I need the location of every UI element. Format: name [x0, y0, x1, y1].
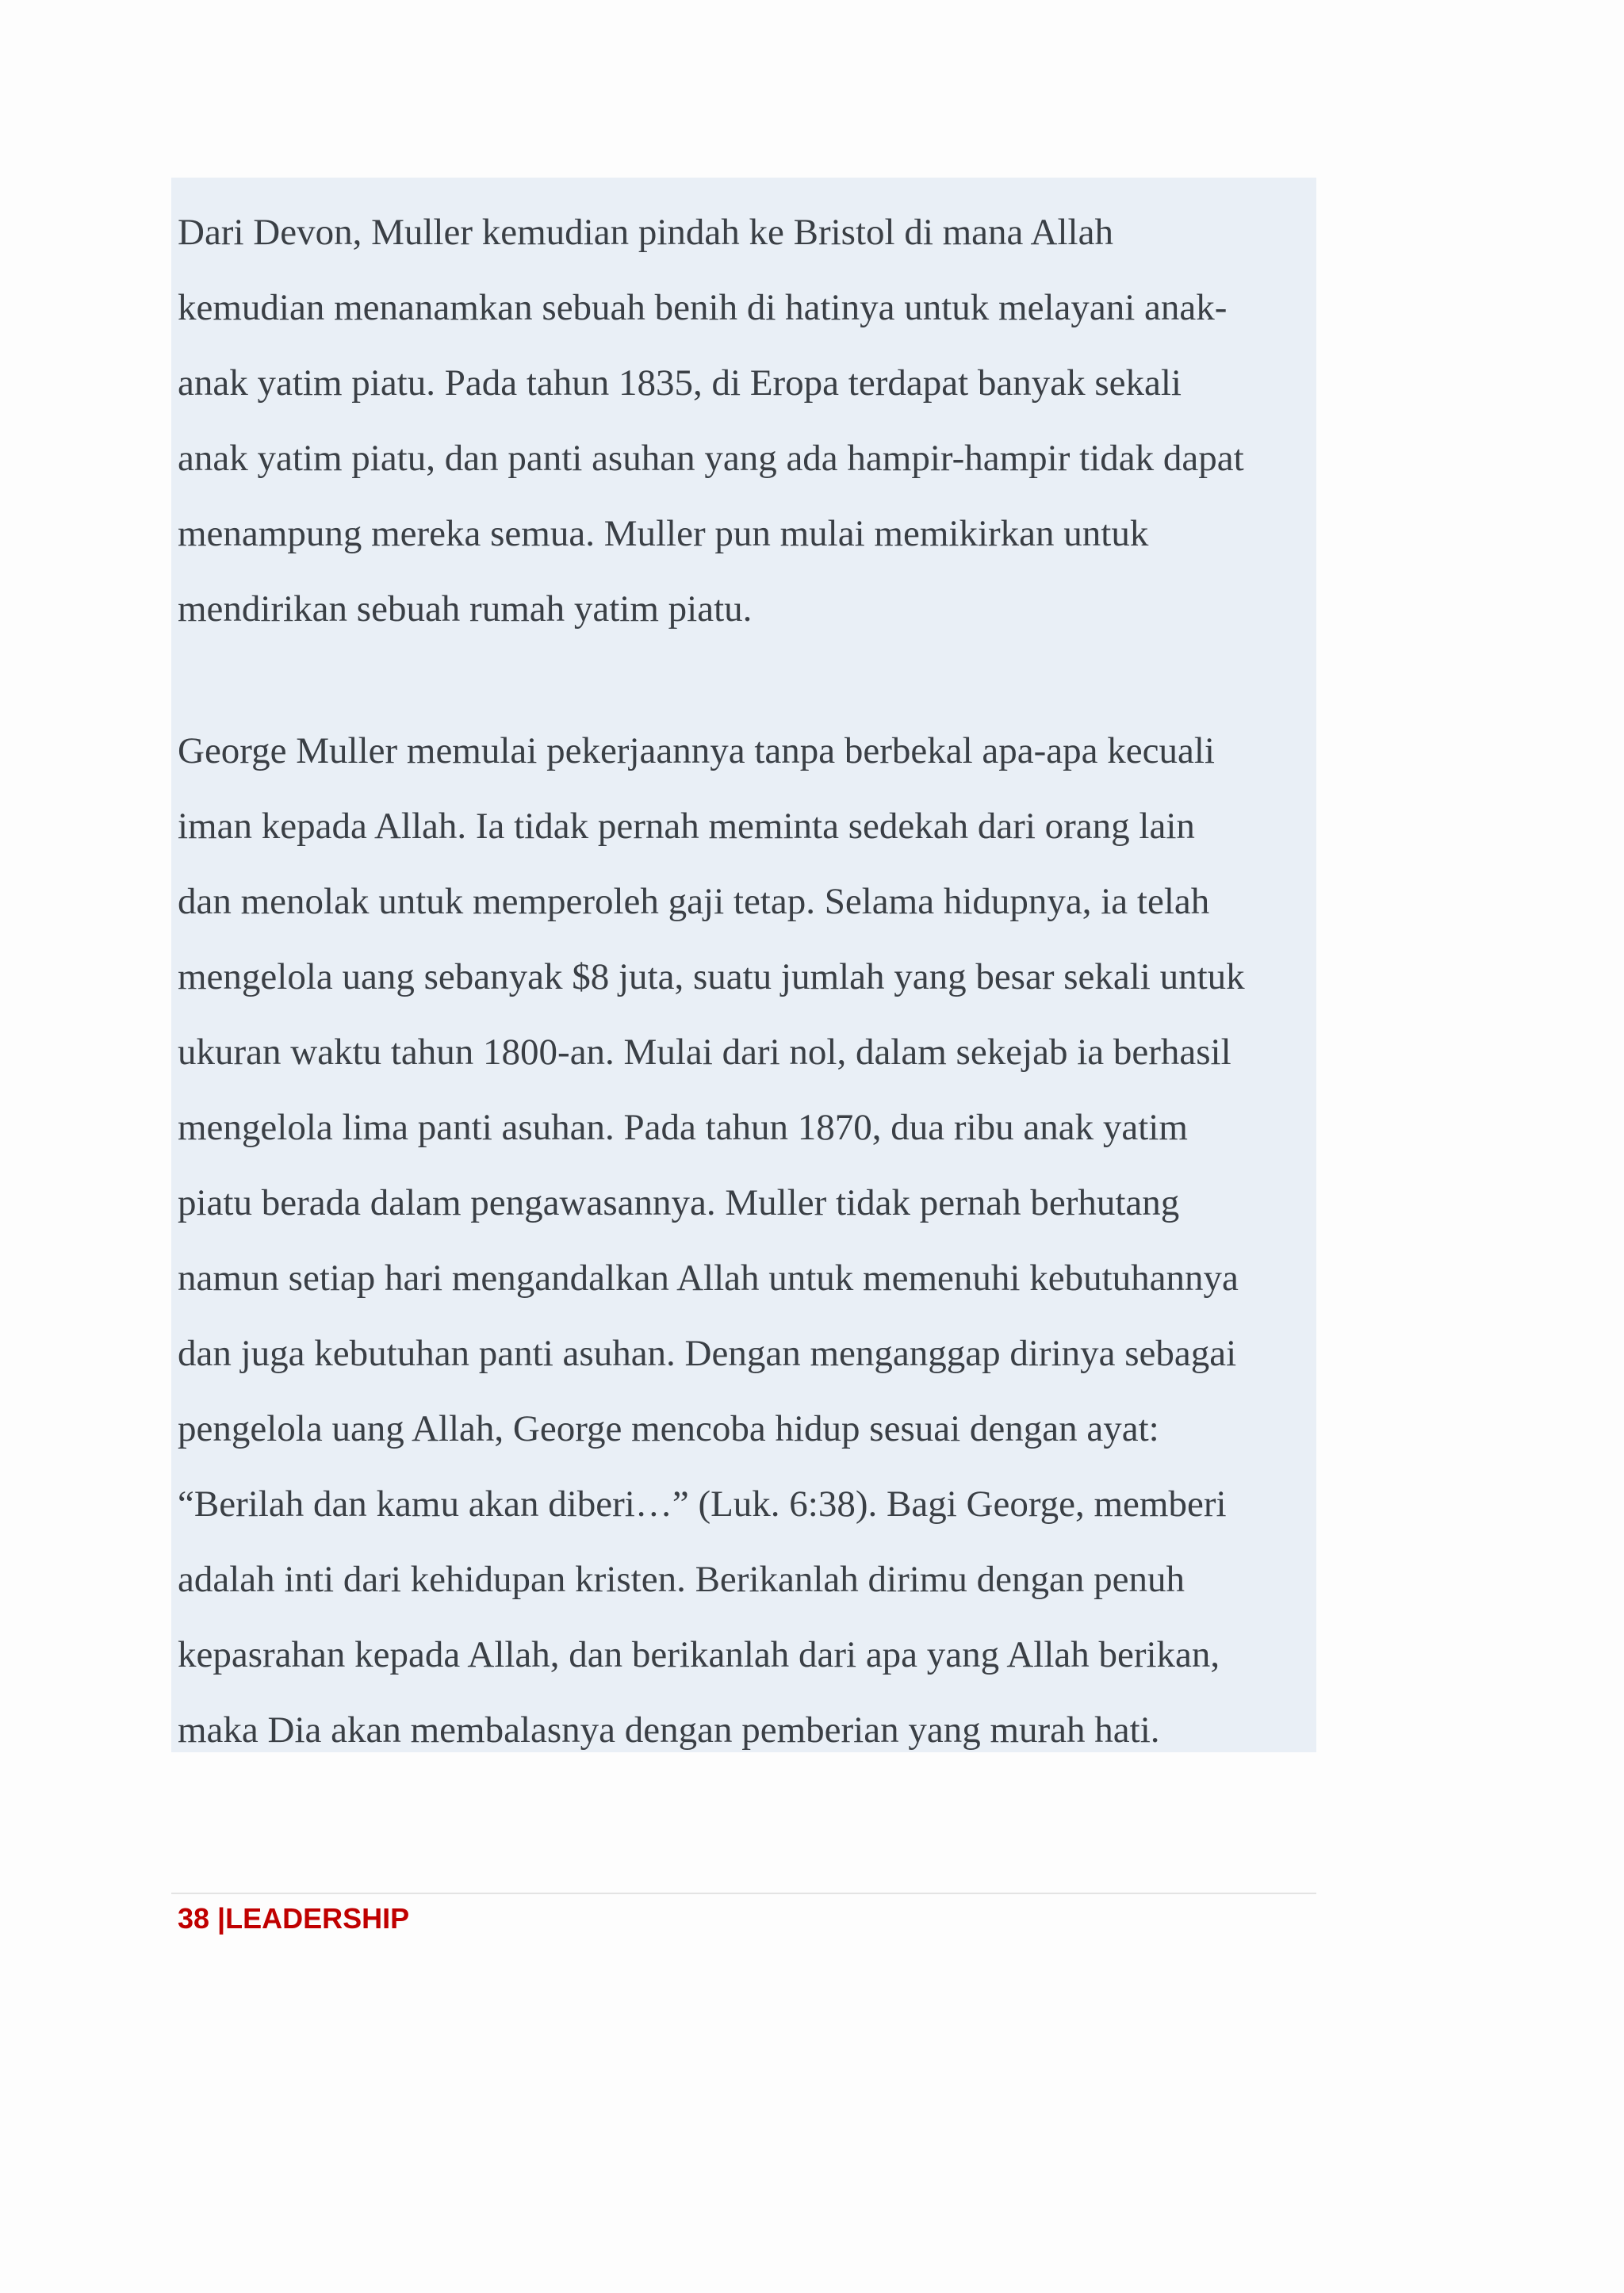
paragraph-line: piatu berada dalam pengawasannya. Muller tidak pernah berhutang	[178, 1182, 1180, 1223]
paragraph-line: dan menolak untuk memperoleh gaji tetap. Selama hidupnya, ia telah	[178, 881, 1210, 922]
paragraph-line: mendirikan sebuah rumah yatim piatu.	[178, 588, 753, 630]
paragraph-1	[178, 195, 1244, 647]
highlighted-text-block	[171, 178, 1316, 1752]
paragraph-line: anak yatim piatu. Pada tahun 1835, di Eropa terdapat banyak sekali	[178, 362, 1182, 404]
paragraph-line: maka Dia akan membalasnya dengan pemberian yang murah hati.	[178, 1709, 1160, 1751]
paragraph-line: mengelola uang sebanyak $8 juta, suatu jumlah yang besar sekali untuk	[178, 956, 1245, 997]
footer-divider	[171, 1893, 1316, 1894]
paragraph-line: ukuran waktu tahun 1800-an. Mulai dari nol, dalam sekejab ia berhasil	[178, 1032, 1231, 1073]
paragraph-line: George Muller memulai pekerjaannya tanpa berbekal apa-apa kecuali	[178, 730, 1215, 771]
page-footer: 38 |LEADERSHIP	[178, 1902, 410, 1935]
paragraph-line: namun setiap hari mengandalkan Allah untuk memenuhi kebutuhannya	[178, 1258, 1239, 1299]
paragraph-line: menampung mereka semua. Muller pun mulai memikirkan untuk	[178, 513, 1149, 554]
paragraph-line: “Berilah dan kamu akan diberi…” (Luk. 6:38). Bagi George, memberi	[178, 1483, 1227, 1525]
paragraph-line: adalah inti dari kehidupan kristen. Berikanlah dirimu dengan penuh	[178, 1559, 1185, 1600]
paragraph-line: anak yatim piatu, dan panti asuhan yang ada hampir-hampir tidak dapat	[178, 438, 1244, 479]
paragraph-2	[178, 714, 1245, 1768]
paragraph-line: Dari Devon, Muller kemudian pindah ke Bristol di mana Allah	[178, 212, 1113, 253]
paragraph-line: kepasrahan kepada Allah, dan berikanlah dari apa yang Allah berikan,	[178, 1634, 1220, 1675]
paragraph-line: mengelola lima panti asuhan. Pada tahun 1870, dua ribu anak yatim	[178, 1107, 1188, 1148]
paragraph-line: kemudian menanamkan sebuah benih di hatinya untuk melayani anak-	[178, 287, 1228, 328]
paragraph-line: pengelola uang Allah, George mencoba hidup sesuai dengan ayat:	[178, 1408, 1159, 1449]
paragraph-line: dan juga kebutuhan panti asuhan. Dengan menganggap dirinya sebagai	[178, 1333, 1237, 1374]
paragraph-line: iman kepada Allah. Ia tidak pernah meminta sedekah dari orang lain	[178, 806, 1195, 847]
